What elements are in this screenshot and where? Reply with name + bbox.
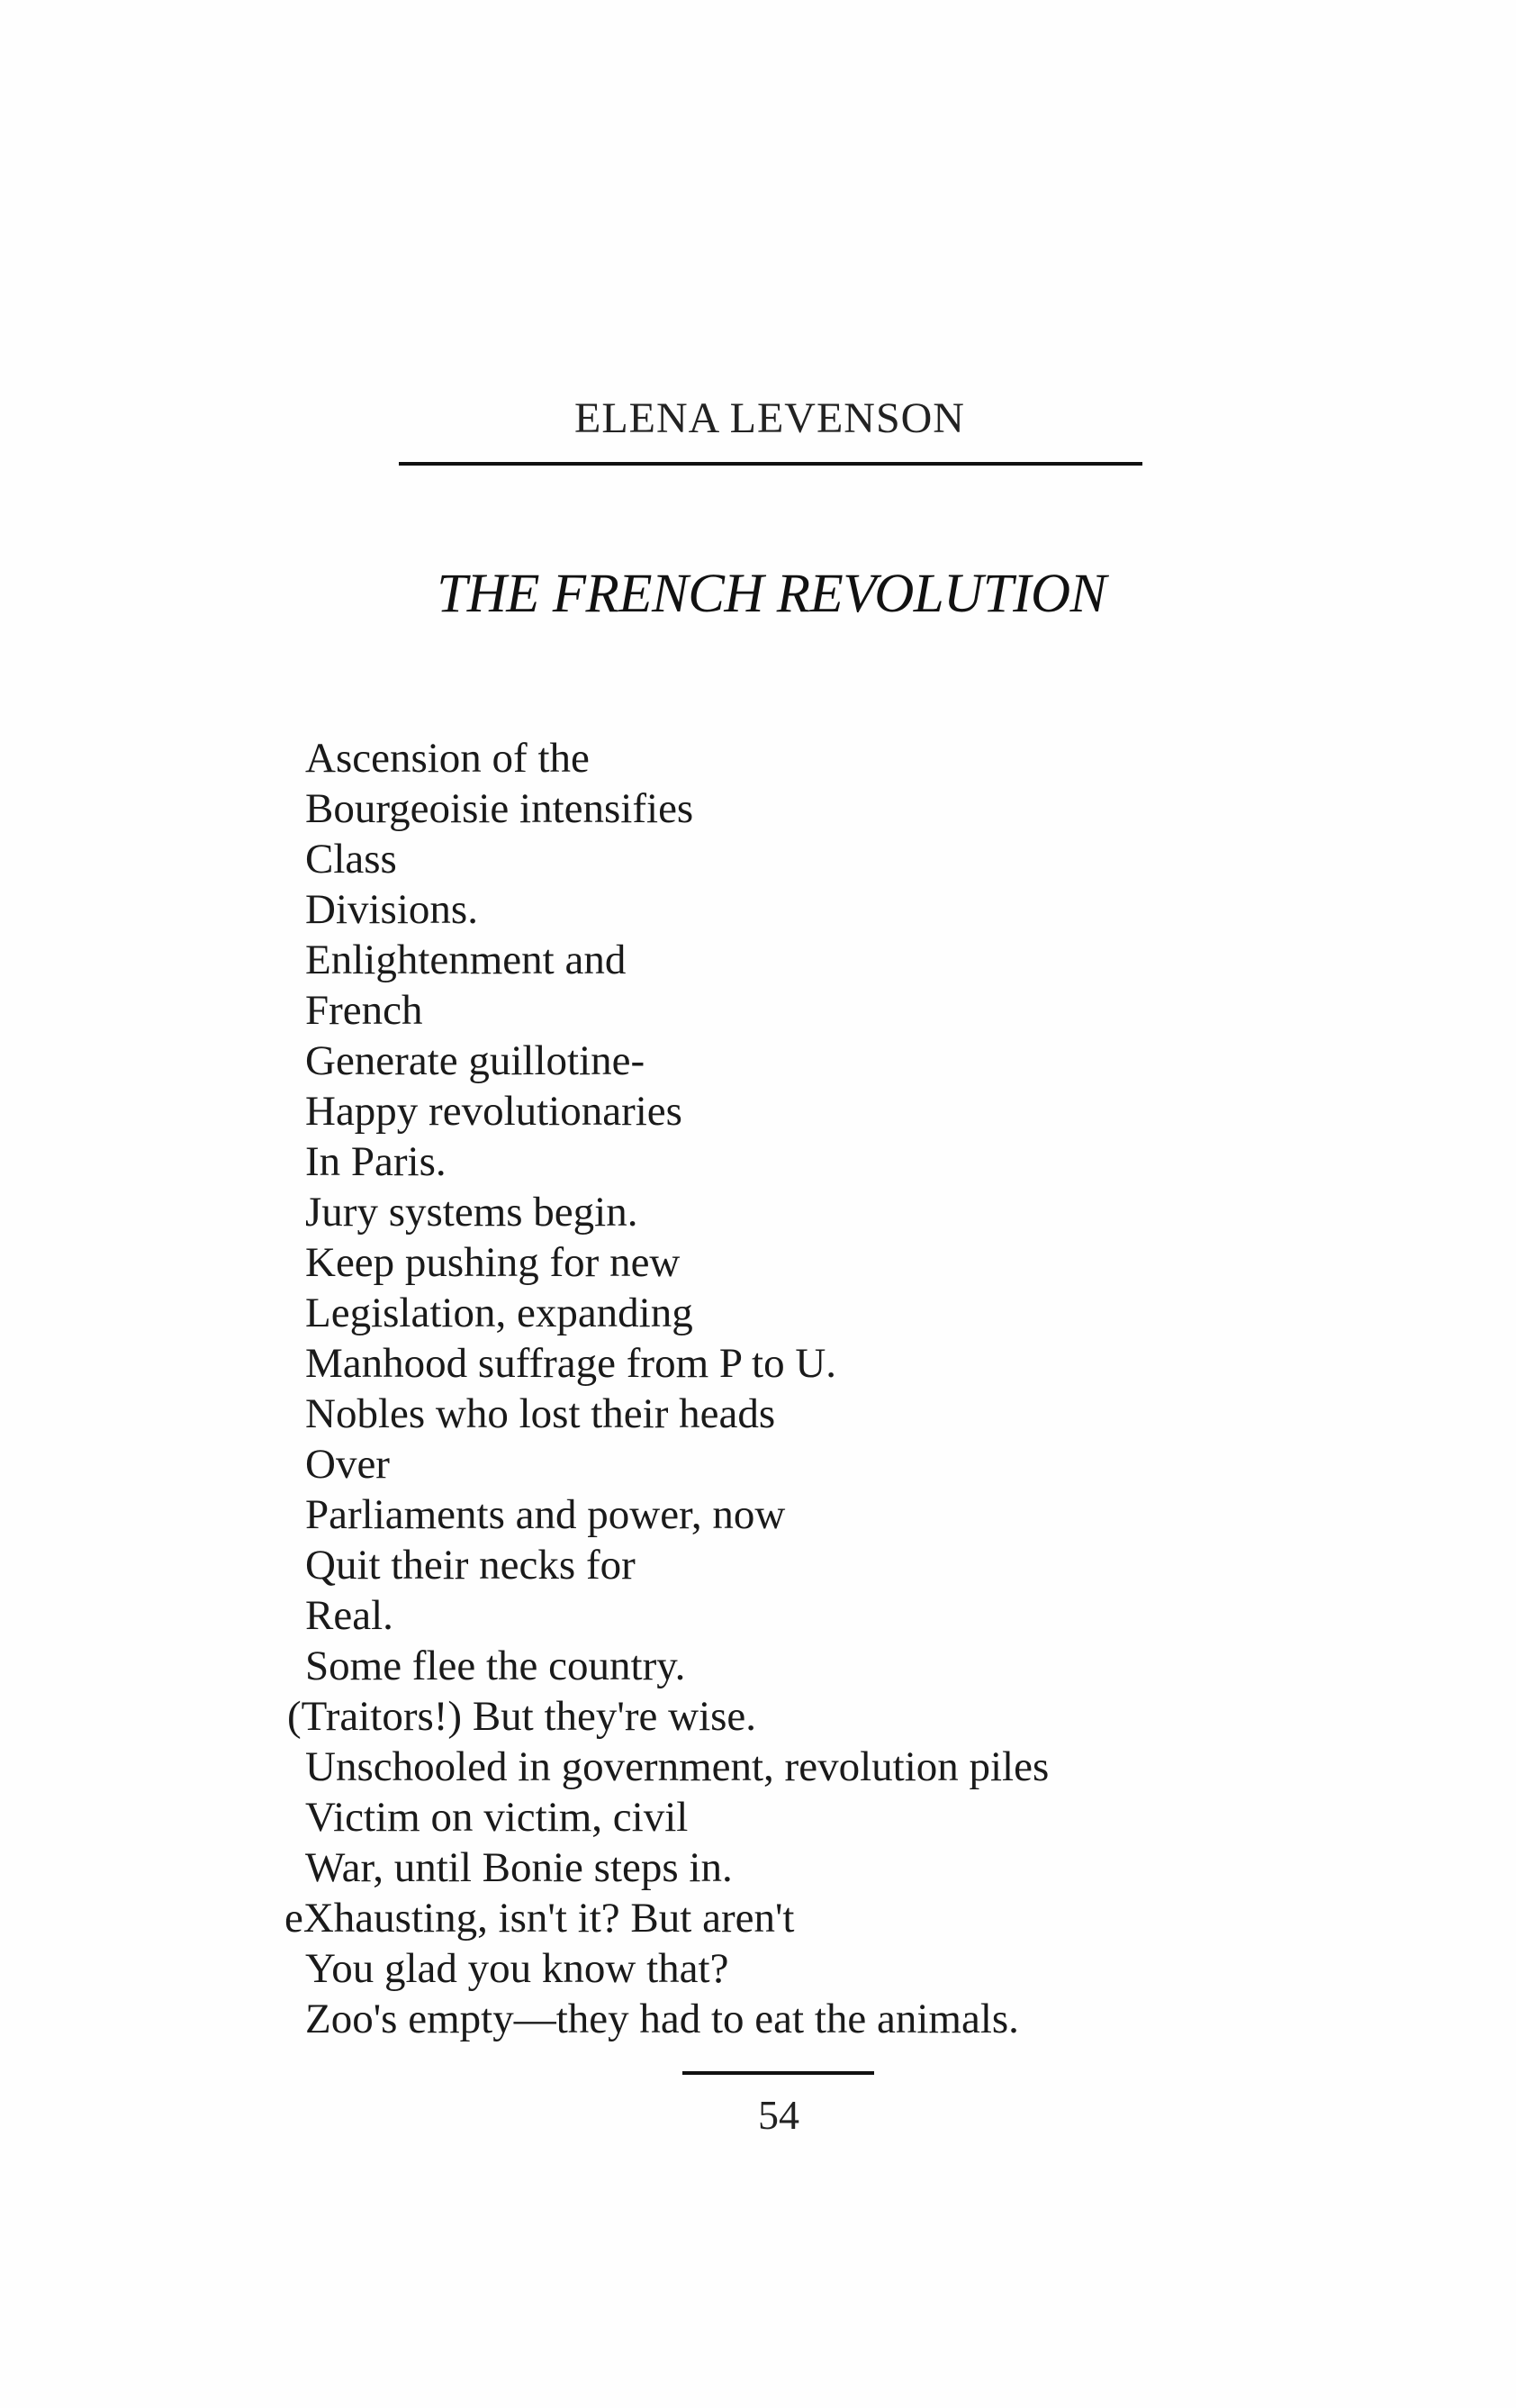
poem-line: War, until Bonie steps in.: [305, 1844, 733, 1891]
poem-line: Victim on victim, civil: [305, 1794, 689, 1841]
poem-line: In Paris.: [305, 1138, 447, 1185]
poem-line: Divisions.: [305, 886, 478, 933]
poem-line: Generate guillotine-: [305, 1037, 645, 1084]
poem-line: Keep pushing for new: [305, 1239, 681, 1286]
author-name: ELENA LEVENSON: [574, 394, 965, 442]
poem-line: Quit their necks for: [305, 1542, 636, 1589]
poem-line: Class: [305, 836, 397, 883]
poem-line: Manhood suffrage from P to U.: [305, 1340, 837, 1387]
poem-line: Ascension of the: [305, 735, 590, 782]
poem-line: French: [305, 987, 423, 1034]
poem-line: eXhausting, isn't it? But aren't: [284, 1895, 795, 1942]
poem-line: Legislation, expanding: [305, 1290, 693, 1336]
poem-line: You glad you know that?: [305, 1945, 729, 1992]
header-divider: [399, 462, 1142, 466]
poem-line: (Traitors!) But they're wise.: [287, 1693, 757, 1740]
poem-line: Unschooled in government, revolution piles: [305, 1743, 1050, 1790]
poem-line: Some flee the country.: [305, 1643, 686, 1689]
page-number: 54: [758, 2092, 799, 2138]
poem-line: Bourgeoisie intensifies: [305, 785, 694, 832]
poem-line: Parliaments and power, now: [305, 1491, 786, 1538]
poem-title: THE FRENCH REVOLUTION: [437, 564, 1106, 624]
poem-line: Happy revolutionaries: [305, 1088, 682, 1135]
poem-line: Jury systems begin.: [305, 1189, 638, 1236]
poem-line: Enlightenment and: [305, 937, 627, 983]
poem-line: Nobles who lost their heads: [305, 1390, 776, 1437]
footer-divider: [682, 2071, 874, 2075]
poem-line: Real.: [305, 1592, 393, 1639]
poem-line: Zoo's empty—they had to eat the animals.: [305, 1996, 1019, 2042]
poem-line: Over: [305, 1441, 390, 1488]
